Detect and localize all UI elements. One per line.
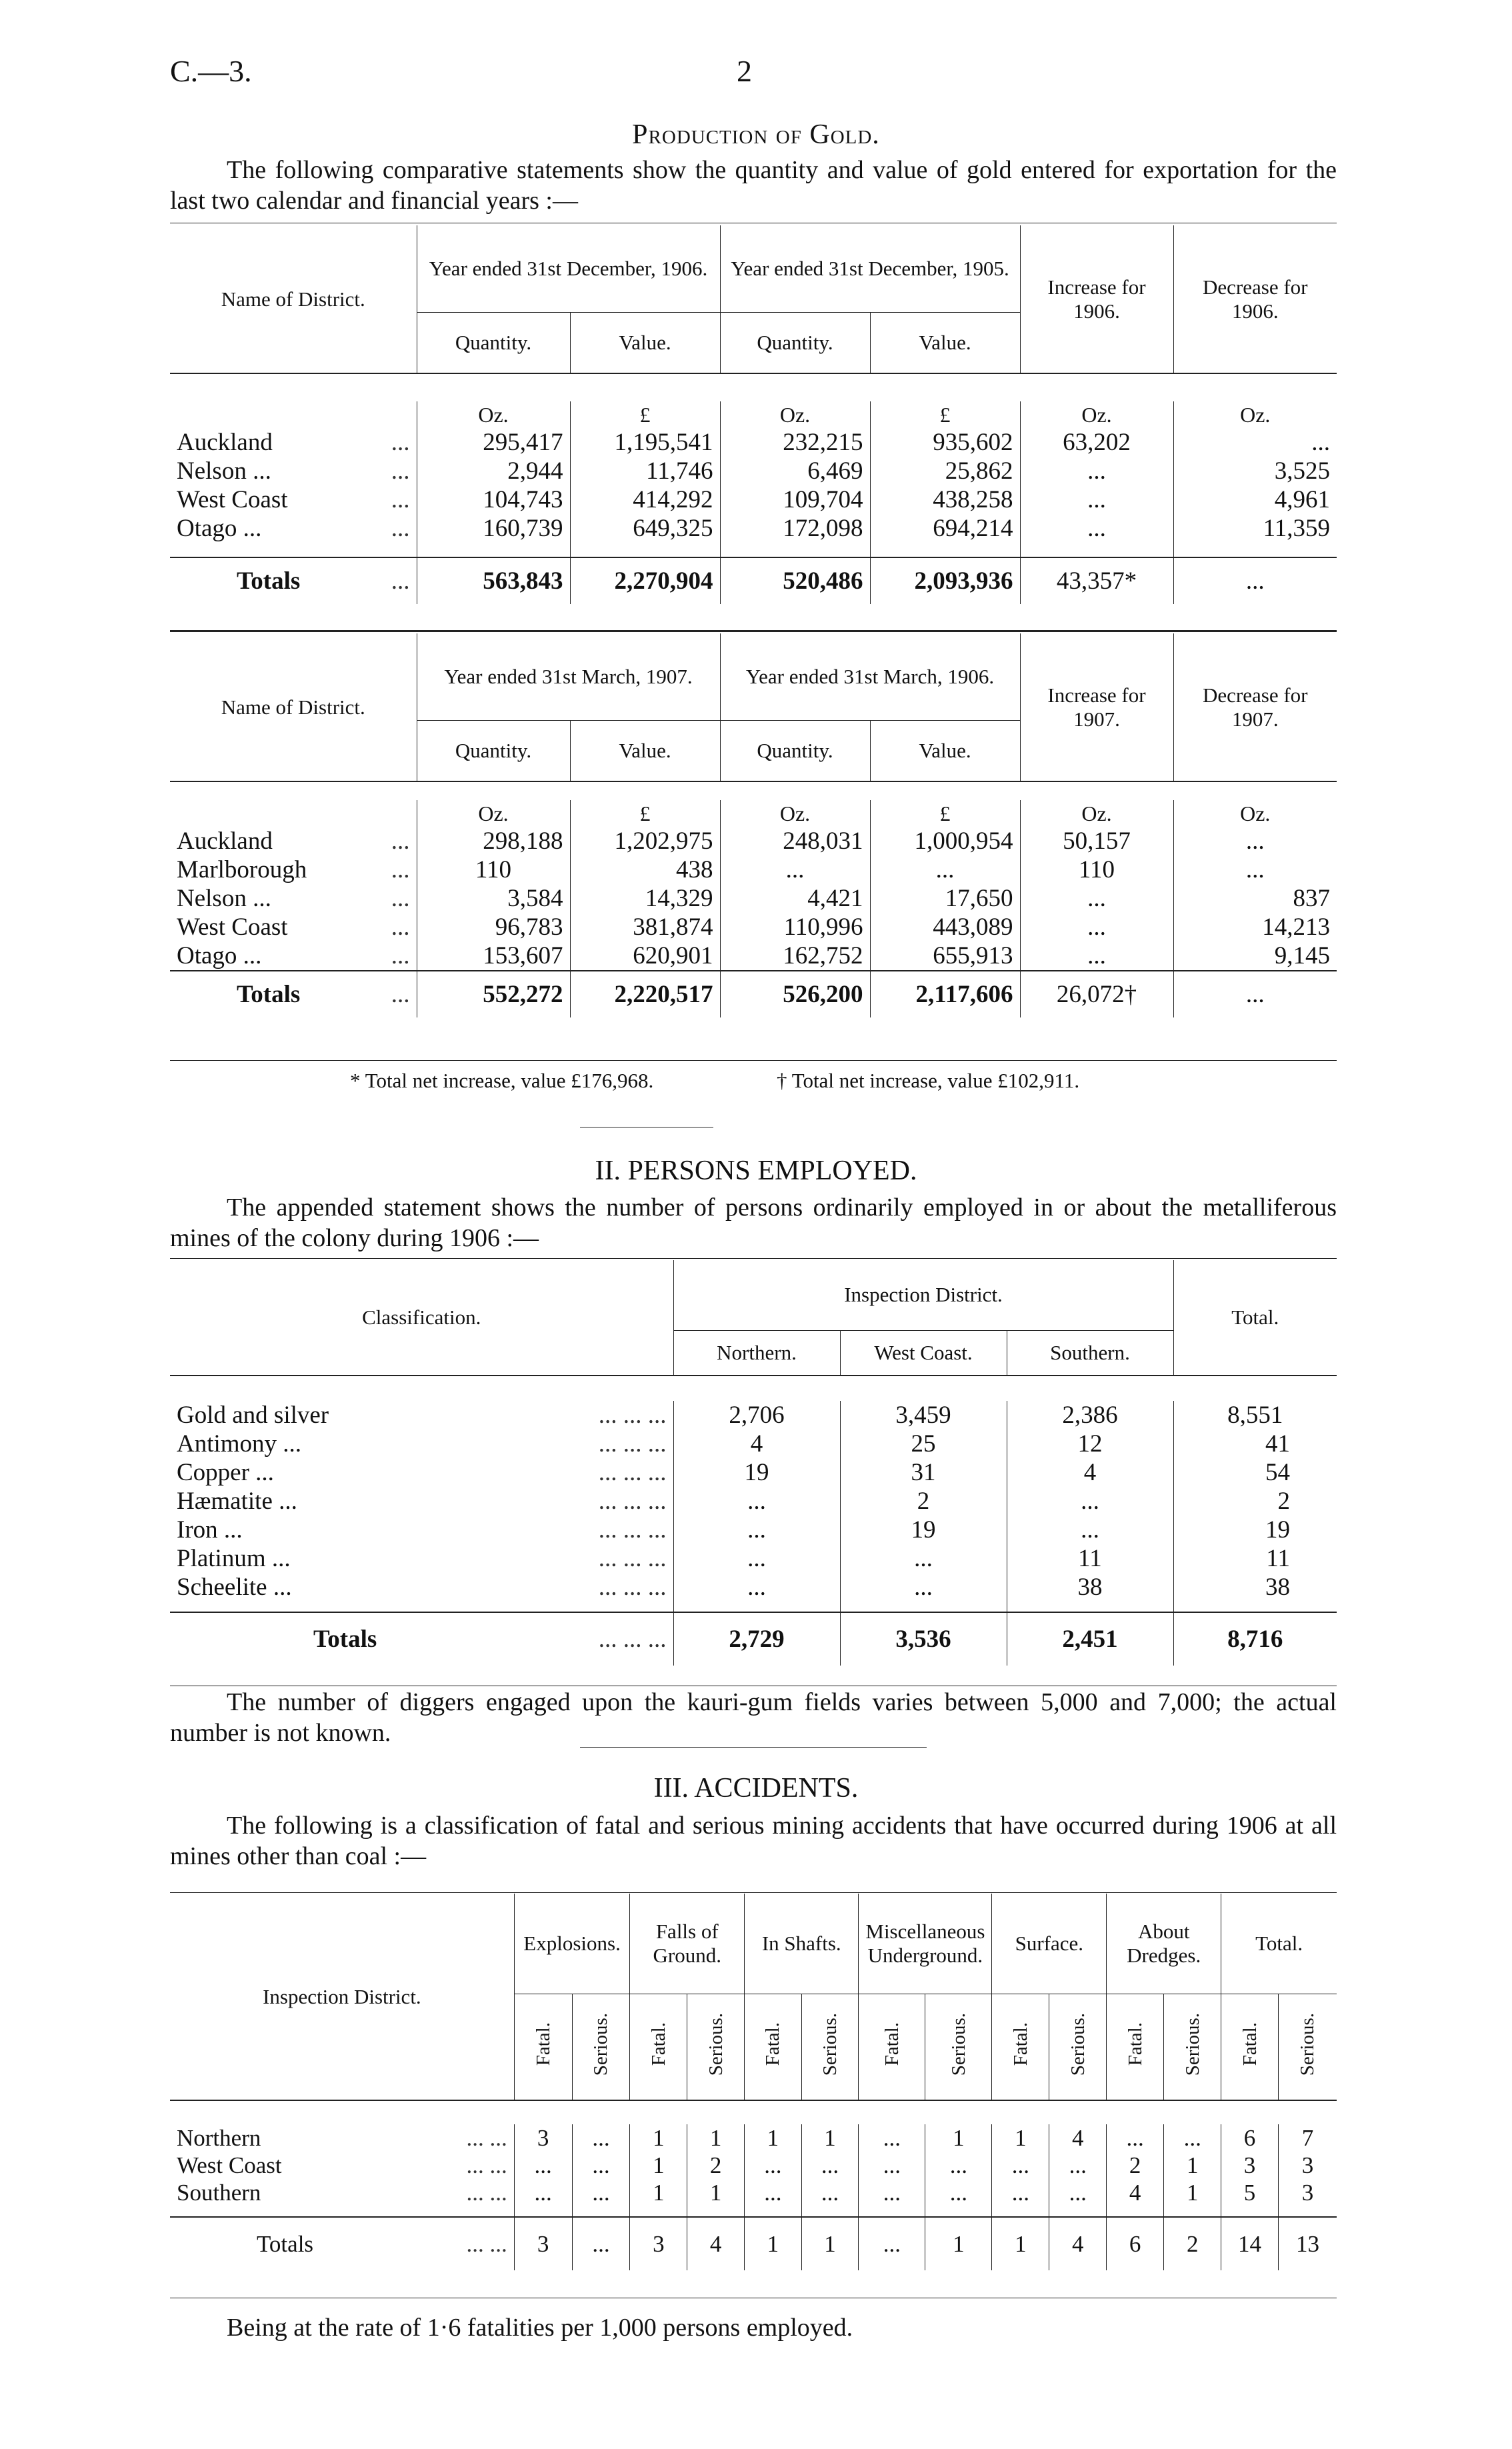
totals-label: Totals <box>257 2230 314 2257</box>
cell: ... <box>859 2152 925 2179</box>
cell: 3,584 <box>417 884 570 913</box>
fatality-rate-note: Being at the rate of 1·6 fatalities per 1,000 persons employed. <box>227 2314 853 2342</box>
col-fatal: Fatal. <box>881 2022 903 2066</box>
district-name: Southern <box>177 2179 261 2206</box>
total-cell: 2,093,936 <box>870 557 1020 604</box>
persons-intro: The appended statement shows the number of persons ordinarily employed in or about the metalliferous mines of the colony during 1906 :— <box>170 1193 1337 1252</box>
table-row: West Coast ... 96,783 381,874 110,996 443,089 ... 14,213 <box>170 913 1337 941</box>
cell: 1,195,541 <box>570 428 720 457</box>
cell: 17,650 <box>870 884 1020 913</box>
table-row: Otago ... ... 160,739 649,325 172,098 694,214 ... 11,359 <box>170 514 1337 543</box>
col-quantity: Quantity. <box>417 720 570 781</box>
cell: ... <box>1020 941 1173 971</box>
totals-label: Totals <box>237 981 301 1008</box>
col-decrease: Decrease for 1906. <box>1203 275 1308 323</box>
cell: 172,098 <box>720 514 870 543</box>
col-inspection-district: Inspection District. <box>170 1894 514 2100</box>
unit: Oz. <box>1020 800 1173 827</box>
table-row: Gold and silver ... ... ... 2,706 3,459 2,386 8,551 <box>170 1401 1337 1430</box>
cell: 414,292 <box>570 485 720 514</box>
cell: 295,417 <box>417 428 570 457</box>
cell: ... <box>673 1573 840 1602</box>
col-group-1906: Year ended 31st December, 1906. <box>417 225 720 312</box>
cell: 443,089 <box>870 913 1020 941</box>
table-row: Copper ... ... ... ... 19 31 4 54 <box>170 1458 1337 1487</box>
cell: 4,421 <box>720 884 870 913</box>
cell: 8,551 <box>1227 1402 1283 1429</box>
cell: ... <box>1020 884 1173 913</box>
col-group-1906: Year ended 31st March, 1906. <box>720 633 1020 720</box>
col-name: Name of District. <box>170 225 417 373</box>
cell: 41 <box>1265 1430 1290 1458</box>
cell: ... <box>1311 429 1330 456</box>
cell: 14,213 <box>1262 913 1330 941</box>
total-cell: 2 <box>1164 2217 1221 2270</box>
kauri-note: The number of diggers engaged upon the kauri-gum fields varies between 5,000 and 7,000; the actual number is not known. <box>170 1688 1337 1747</box>
district-name: Otago ... <box>177 942 262 969</box>
col-serious: Serious. <box>947 2012 969 2076</box>
cell: 1,202,975 <box>570 827 720 855</box>
cell: 2,944 <box>417 457 570 485</box>
district-name: Auckland <box>177 429 273 456</box>
total-cell: 43,357* <box>1020 557 1173 604</box>
total-cell: 3 <box>514 2217 572 2270</box>
cell: 4 <box>1107 2179 1164 2206</box>
cell: ... <box>801 2152 859 2179</box>
cell: 1,000,954 <box>870 827 1020 855</box>
persons-section-title: II. PERSONS EMPLOYED. <box>595 1155 917 1186</box>
cell: 4 <box>1007 1458 1173 1487</box>
section-divider <box>580 1747 927 1748</box>
col-value: Value. <box>870 720 1020 781</box>
cell: 31 <box>840 1458 1007 1487</box>
cell: ... <box>673 1544 840 1573</box>
total-cell: 520,486 <box>720 557 870 604</box>
cell: 2,386 <box>1007 1401 1173 1430</box>
cell: 160,739 <box>417 514 570 543</box>
gold-intro: The following comparative statements show the quantity and value of gold entered for exportation for the last two calendar and financial years :— <box>170 156 1337 215</box>
col-about-dredges: About Dredges. <box>1107 1894 1221 1994</box>
district-name: Nelson ... <box>177 457 271 485</box>
unit: Oz. <box>1240 402 1271 427</box>
cell: ... <box>1049 2179 1107 2206</box>
total-cell: 1 <box>801 2217 859 2270</box>
cell: 1 <box>925 2124 992 2152</box>
cell: 655,913 <box>870 941 1020 971</box>
total-cell: 3 <box>630 2217 687 2270</box>
unit: Oz. <box>720 800 870 827</box>
cell: 694,214 <box>870 514 1020 543</box>
totals-row: Totals ... 563,843 2,270,904 520,486 2,093,936 43,357* ... <box>170 557 1337 604</box>
classification-name: Hæmatite ... <box>177 1488 297 1515</box>
cell: 50,157 <box>1020 827 1173 855</box>
table-rule <box>170 1258 1337 1259</box>
cell: 2 <box>840 1487 1007 1516</box>
cell: ... <box>1020 485 1173 514</box>
total-cell: ... <box>1173 557 1337 604</box>
district-name: Northern <box>177 2124 261 2151</box>
total-cell: 14 <box>1221 2217 1279 2270</box>
gold-calendar-table <box>170 225 1337 604</box>
cell: ... <box>1007 1516 1173 1544</box>
cell: ... <box>859 2179 925 2206</box>
cell: ... <box>859 2124 925 2152</box>
col-quantity: Quantity. <box>720 312 870 373</box>
cell: 232,215 <box>720 428 870 457</box>
district-name: West Coast <box>177 2152 282 2178</box>
col-increase: Increase for 1906. <box>1020 225 1173 373</box>
unit: Oz. <box>417 401 570 428</box>
unit: £ <box>570 401 720 428</box>
cell: 620,901 <box>570 941 720 971</box>
cell: 3 <box>514 2124 572 2152</box>
cell: 4 <box>673 1430 840 1458</box>
cell: 3 <box>1301 2152 1314 2178</box>
table-row: Northern ... ... 3 ... 1 1 1 1 ... 1 1 4 ... ... 6 7 <box>170 2124 1337 2152</box>
cell: 38 <box>1007 1573 1173 1602</box>
unit: Oz. <box>1240 801 1271 825</box>
persons-table <box>170 1260 1337 1666</box>
district-name: Marlborough <box>177 856 307 883</box>
cell: 2 <box>1277 1488 1290 1515</box>
unit: Oz. <box>417 800 570 827</box>
col-fatal: Fatal. <box>762 2022 784 2066</box>
table-row: Nelson ... ... 2,944 11,746 6,469 25,862 ... 3,525 <box>170 457 1337 485</box>
classification-name: Platinum ... <box>177 1545 291 1572</box>
total-cell: 1 <box>992 2217 1049 2270</box>
col-classification: Classification. <box>170 1260 673 1376</box>
cell: 110,996 <box>720 913 870 941</box>
cell: 4,961 <box>1274 486 1330 513</box>
col-serious: Serious. <box>590 2012 612 2076</box>
district-name: West Coast <box>177 913 288 941</box>
col-west-coast: West Coast. <box>840 1330 1007 1376</box>
cell: ... <box>572 2179 630 2206</box>
col-value: Value. <box>570 720 720 781</box>
district-name: Nelson ... <box>177 885 271 912</box>
unit: £ <box>870 401 1020 428</box>
cell: 19 <box>1265 1516 1290 1544</box>
footnote-calendar: * Total net increase, value £176,968. <box>350 1069 654 1092</box>
cell: 1 <box>687 2124 745 2152</box>
total-cell: 8,716 <box>1173 1612 1337 1666</box>
district-name: Otago ... <box>177 515 262 542</box>
cell: 6 <box>1221 2124 1279 2152</box>
col-misc-underground: Miscellaneous Underground. <box>859 1894 992 1994</box>
col-group-1905: Year ended 31st December, 1905. <box>720 225 1020 312</box>
cell: 381,874 <box>570 913 720 941</box>
cell: 63,202 <box>1020 428 1173 457</box>
cell: 12 <box>1007 1430 1173 1458</box>
total-cell: ... <box>859 2217 925 2270</box>
cell: ... <box>720 855 870 884</box>
cell: ... <box>840 1544 1007 1573</box>
cell: 11 <box>1007 1544 1173 1573</box>
cell: 1 <box>992 2124 1049 2152</box>
cell: ... <box>925 2179 992 2206</box>
col-total: Total. <box>1221 1894 1337 1994</box>
classification-name: Scheelite ... <box>177 1574 292 1601</box>
col-serious: Serious. <box>1181 2012 1203 2076</box>
total-cell: 1 <box>745 2217 802 2270</box>
cell: ... <box>745 2179 802 2206</box>
classification-name: Copper ... <box>177 1459 274 1486</box>
cell: ... <box>1020 514 1173 543</box>
col-decrease: Decrease for 1907. <box>1203 683 1308 731</box>
total-cell: 2,270,904 <box>570 557 720 604</box>
unit: £ <box>570 800 720 827</box>
col-name: Name of District. <box>170 633 417 781</box>
unit: Oz. <box>720 401 870 428</box>
cell: ... <box>992 2152 1049 2179</box>
col-quantity: Quantity. <box>417 312 570 373</box>
cell: 298,188 <box>417 827 570 855</box>
cell: 1 <box>630 2152 687 2179</box>
cell: ... <box>745 2152 802 2179</box>
totals-label: Totals <box>313 1626 377 1653</box>
cell: 25 <box>840 1430 1007 1458</box>
gold-financial-table <box>170 633 1337 1017</box>
cell: ... <box>673 1487 840 1516</box>
cell: 2,706 <box>673 1401 840 1430</box>
district-name: West Coast <box>177 486 288 513</box>
cell: ... <box>1020 457 1173 485</box>
cell: 4 <box>1049 2124 1107 2152</box>
footnote-financial: † Total net increase, value £102,911. <box>777 1069 1080 1092</box>
total-cell: 2,451 <box>1007 1612 1173 1666</box>
table-row: Southern ... ... ... ... 1 1 ... ... ... ... ... ... 4 1 5 3 <box>170 2179 1337 2206</box>
cell: 649,325 <box>570 514 720 543</box>
total-cell: 26,072† <box>1020 971 1173 1017</box>
col-group-1907: Year ended 31st March, 1907. <box>417 633 720 720</box>
totals-row: Totals ... ... 3 ... 3 4 1 1 ... 1 1 4 6 2 14 13 <box>170 2217 1337 2270</box>
col-value: Value. <box>570 312 720 373</box>
cell: ... <box>925 2152 992 2179</box>
cell: 38 <box>1265 1574 1290 1601</box>
cell: 25,862 <box>870 457 1020 485</box>
total-cell: 563,843 <box>417 557 570 604</box>
total-cell: 13 <box>1278 2217 1337 2270</box>
totals-label: Totals <box>237 567 301 595</box>
cell: ... <box>1007 1487 1173 1516</box>
cell: 1 <box>630 2124 687 2152</box>
col-total: Total. <box>1231 1306 1279 1329</box>
total-cell: 4 <box>687 2217 745 2270</box>
cell: ... <box>1107 2124 1164 2152</box>
cell: 11,746 <box>570 457 720 485</box>
cell: 162,752 <box>720 941 870 971</box>
total-cell: 3,536 <box>840 1612 1007 1666</box>
cell: 153,607 <box>417 941 570 971</box>
cell: ... <box>514 2179 572 2206</box>
total-cell: 2,729 <box>673 1612 840 1666</box>
totals-row: Totals ... ... ... 2,729 3,536 2,451 8,716 <box>170 1612 1337 1666</box>
cell: 1 <box>1164 2179 1221 2206</box>
table-row: Scheelite ... ... ... ... ... ... 38 38 <box>170 1573 1337 1602</box>
table-rule <box>170 1060 1337 1061</box>
col-serious: Serious. <box>1067 2012 1089 2076</box>
col-southern: Southern. <box>1007 1330 1173 1376</box>
total-cell: ... <box>572 2217 630 2270</box>
cell: 110 <box>417 855 570 884</box>
cell: 1 <box>801 2124 859 2152</box>
col-inspection-district: Inspection District. <box>673 1260 1173 1330</box>
col-serious: Serious. <box>1297 2012 1319 2076</box>
cell: 6,469 <box>720 457 870 485</box>
col-quantity: Quantity. <box>720 720 870 781</box>
table-row: Hæmatite ... ... ... ... ... 2 ... 2 <box>170 1487 1337 1516</box>
col-fatal: Fatal. <box>1124 2022 1146 2066</box>
table-row: Marlborough ... 110 438 ... ... 110 ... <box>170 855 1337 884</box>
col-fatal: Fatal. <box>532 2022 554 2066</box>
cell: 54 <box>1265 1459 1290 1486</box>
cell: 1 <box>1164 2152 1221 2179</box>
total-cell: 552,272 <box>417 971 570 1017</box>
cell: 3,459 <box>840 1401 1007 1430</box>
accidents-intro: The following is a classification of fatal and serious mining accidents that have occurred during 1906 at all mines other than coal :— <box>170 1812 1337 1870</box>
cell: 248,031 <box>720 827 870 855</box>
cell: ... <box>1049 2152 1107 2179</box>
total-cell: ... <box>1173 971 1337 1017</box>
col-value: Value. <box>870 312 1020 373</box>
col-explosions: Explosions. <box>514 1894 630 1994</box>
cell: ... <box>801 2179 859 2206</box>
classification-name: Iron ... <box>177 1516 243 1544</box>
table-row: Otago ... ... 153,607 620,901 162,752 655,913 ... 9,145 <box>170 941 1337 971</box>
cell: ... <box>572 2124 630 2152</box>
cell: ... <box>840 1573 1007 1602</box>
totals-row: Totals ... 552,272 2,220,517 526,200 2,117,606 26,072† ... <box>170 971 1337 1017</box>
cell: 110 <box>1020 855 1173 884</box>
table-row: West Coast ... 104,743 414,292 109,704 438,258 ... 4,961 <box>170 485 1337 514</box>
total-cell: 526,200 <box>720 971 870 1017</box>
cell: 935,602 <box>870 428 1020 457</box>
cell: 2 <box>687 2152 745 2179</box>
classification-name: Gold and silver <box>177 1402 329 1429</box>
table-row: Platinum ... ... ... ... ... ... 11 11 <box>170 1544 1337 1573</box>
cell: 104,743 <box>417 485 570 514</box>
table-rule <box>170 630 1337 632</box>
cell: 11,359 <box>1263 515 1330 542</box>
col-fatal: Fatal. <box>1239 2022 1261 2066</box>
cell: ... <box>1164 2124 1221 2152</box>
document-reference: C.—3. <box>170 54 252 88</box>
total-cell: 2,117,606 <box>870 971 1020 1017</box>
cell: ... <box>514 2152 572 2179</box>
unit: £ <box>870 800 1020 827</box>
accidents-section-title: III. ACCIDENTS. <box>653 1773 859 1804</box>
table-row: Auckland ... 295,417 1,195,541 232,215 935,602 63,202 ... <box>170 428 1337 457</box>
cell: 438 <box>570 855 720 884</box>
cell: 438,258 <box>870 485 1020 514</box>
col-fatal: Fatal. <box>1009 2022 1031 2066</box>
cell: 1 <box>745 2124 802 2152</box>
col-serious: Serious. <box>819 2012 841 2076</box>
cell: 837 <box>1293 885 1330 912</box>
table-row: Nelson ... ... 3,584 14,329 4,421 17,650 ... 837 <box>170 884 1337 913</box>
table-row: Iron ... ... ... ... ... 19 ... 19 <box>170 1516 1337 1544</box>
cell: 7 <box>1301 2124 1314 2151</box>
cell: ... <box>870 855 1020 884</box>
cell: ... <box>1245 856 1265 883</box>
cell: 19 <box>673 1458 840 1487</box>
cell: 11 <box>1266 1545 1290 1572</box>
accidents-table <box>170 1894 1337 2270</box>
col-surface: Surface. <box>992 1894 1107 1994</box>
district-name: Auckland <box>177 827 273 855</box>
total-cell: 6 <box>1107 2217 1164 2270</box>
col-increase: Increase for 1907. <box>1020 633 1173 781</box>
cell: ... <box>1245 827 1265 855</box>
table-row: Auckland ... 298,188 1,202,975 248,031 1,000,954 50,157 ... <box>170 827 1337 855</box>
unit: Oz. <box>1020 401 1173 428</box>
cell: ... <box>992 2179 1049 2206</box>
table-rule <box>170 1892 1337 1893</box>
cell: 9,145 <box>1274 942 1330 969</box>
gold-section-title: Production of Gold. <box>632 119 880 150</box>
total-cell: 2,220,517 <box>570 971 720 1017</box>
page-number: 2 <box>737 54 752 88</box>
cell: 3,525 <box>1274 457 1330 485</box>
cell: 2 <box>1107 2152 1164 2179</box>
cell: 1 <box>630 2179 687 2206</box>
cell: 109,704 <box>720 485 870 514</box>
cell: 3 <box>1301 2179 1314 2206</box>
total-cell: 1 <box>925 2217 992 2270</box>
cell: 14,329 <box>570 884 720 913</box>
table-row: Antimony ... ... ... ... 4 25 12 41 <box>170 1430 1337 1458</box>
cell: 1 <box>687 2179 745 2206</box>
col-fatal: Fatal. <box>647 2022 669 2066</box>
cell: ... <box>1020 913 1173 941</box>
col-serious: Serious. <box>705 2012 727 2076</box>
col-in-shafts: In Shafts. <box>745 1894 859 1994</box>
total-cell: 4 <box>1049 2217 1107 2270</box>
cell: 19 <box>840 1516 1007 1544</box>
cell: ... <box>572 2152 630 2179</box>
cell: 96,783 <box>417 913 570 941</box>
classification-name: Antimony ... <box>177 1430 302 1458</box>
cell: 3 <box>1221 2152 1279 2179</box>
col-northern: Northern. <box>673 1330 840 1376</box>
table-row: West Coast ... ... ... ... 1 2 ... ... ... ... ... ... 2 1 3 3 <box>170 2152 1337 2179</box>
cell: ... <box>673 1516 840 1544</box>
col-falls-of-ground: Falls of Ground. <box>630 1894 745 1994</box>
cell: 5 <box>1221 2179 1279 2206</box>
